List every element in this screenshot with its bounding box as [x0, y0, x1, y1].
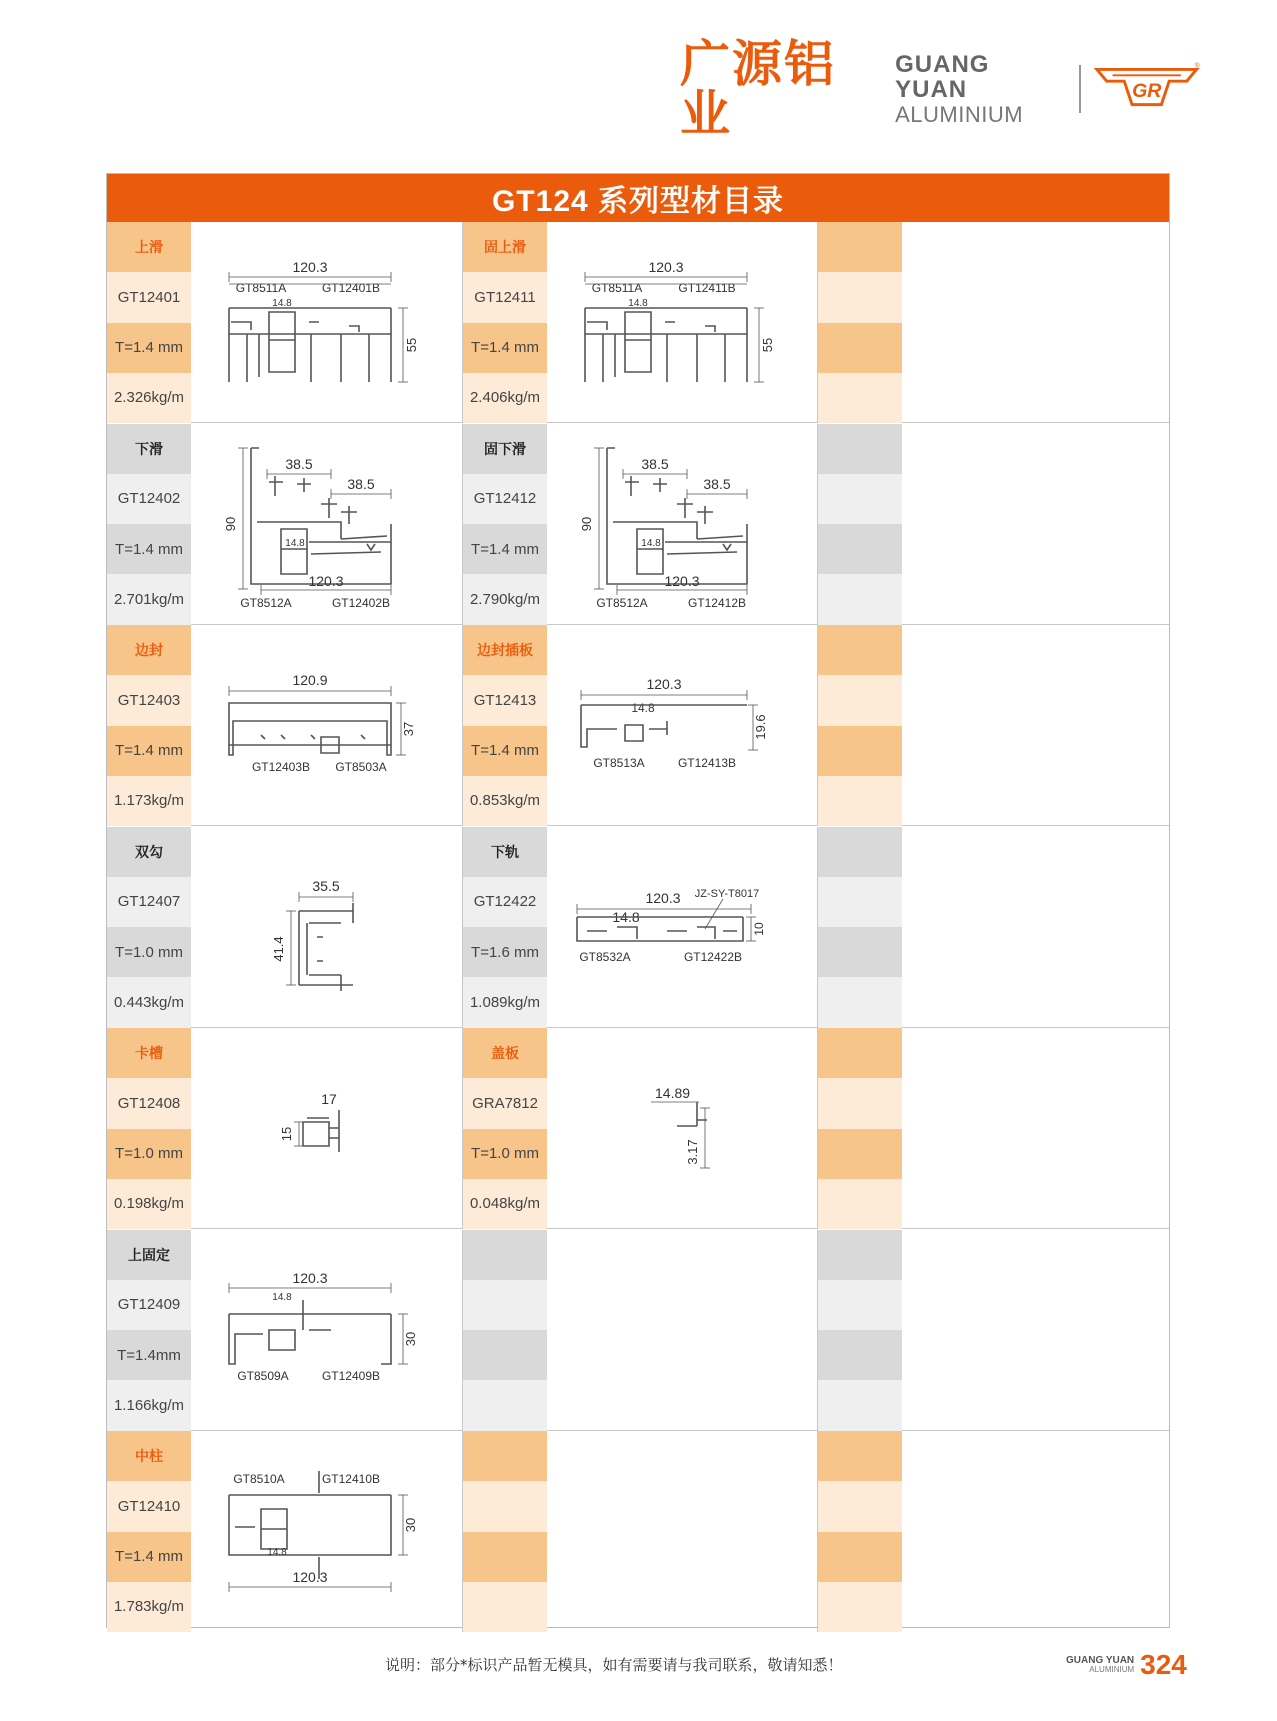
profile-shape	[309, 542, 391, 554]
product-label-column	[107, 625, 191, 826]
empty-cell	[462, 1230, 817, 1431]
product-code: GT12401	[107, 272, 191, 322]
profile-diagram	[191, 424, 461, 625]
dimension-label: 37	[401, 721, 416, 737]
profile-shape	[367, 544, 375, 550]
product-name: 卡槽	[107, 1028, 191, 1078]
profile-shape	[229, 308, 391, 382]
brand-divider	[1079, 65, 1081, 113]
profile-shape	[269, 476, 311, 496]
product-weight: 1.089kg/m	[463, 977, 547, 1027]
product-name: 边封	[107, 625, 191, 675]
product-weight: 0.198kg/m	[107, 1179, 191, 1229]
empty-cell	[817, 827, 1172, 1028]
product-name: 上滑	[107, 222, 191, 272]
product-label-column	[107, 1431, 191, 1632]
product-weight: 2.790kg/m	[463, 574, 547, 624]
dimension-label: 55	[404, 337, 419, 353]
profile-drawing	[191, 424, 461, 625]
profile-shape	[299, 975, 353, 991]
product-name	[818, 827, 902, 877]
footer-note: 说明：部分*标识产品暂无模具，如有需要请与我司联系，敬请知悉！	[385, 1656, 843, 1674]
page-number: 324	[1140, 1649, 1187, 1680]
profile-diagram	[547, 222, 817, 423]
product-label-column	[818, 424, 902, 625]
brand-logo-icon	[1093, 61, 1200, 117]
dimension-label: GT8511A	[591, 281, 643, 295]
profile-drawing	[191, 1230, 461, 1431]
profile-diagram	[547, 424, 817, 625]
catalog-table	[106, 173, 1170, 1628]
dimension-label: GT12403B	[251, 760, 311, 774]
footer-brand-line2: ALUMINIUM	[1089, 1665, 1135, 1675]
product-code: GT12408	[107, 1078, 191, 1128]
product-thickness: T=1.4mm	[107, 1330, 191, 1380]
profile-shape	[269, 312, 295, 372]
product-code: GT12412	[463, 474, 547, 524]
profile-shape	[581, 705, 747, 747]
dimension-label: 120.3	[645, 889, 681, 906]
product-cell	[462, 424, 817, 625]
catalog-row	[107, 1230, 1169, 1431]
product-cell	[462, 1028, 817, 1229]
product-label-column	[463, 1230, 547, 1431]
brand-header	[680, 35, 1200, 143]
product-code: GT12422	[463, 877, 547, 927]
product-label-column	[463, 424, 547, 625]
product-weight: 2.326kg/m	[107, 373, 191, 423]
profile-shape	[321, 498, 357, 524]
dimension-label: GT8513A	[593, 756, 645, 770]
profile-diagram	[191, 1431, 461, 1632]
footer-brand-line1: GUANG YUAN	[1066, 1654, 1135, 1666]
product-label-column	[463, 1028, 547, 1229]
profile-diagram	[902, 222, 1172, 423]
dimension-label: 90	[579, 516, 594, 531]
product-thickness	[818, 1129, 902, 1179]
product-thickness: T=1.0 mm	[107, 1129, 191, 1179]
product-thickness: T=1.4 mm	[107, 323, 191, 373]
product-name	[818, 1431, 902, 1481]
dimension-label: 30	[403, 1517, 418, 1533]
profile-shape	[613, 522, 743, 539]
profile-shape	[303, 1110, 339, 1152]
product-code	[818, 675, 902, 725]
product-label-column	[818, 625, 902, 826]
profile-drawing	[547, 222, 817, 423]
product-label-column	[463, 827, 547, 1028]
product-name: 盖板	[463, 1028, 547, 1078]
dimension-label: GT12409B	[321, 1368, 381, 1383]
empty-cell	[817, 1230, 1172, 1431]
profile-shape	[281, 529, 307, 574]
product-code	[818, 1481, 902, 1531]
profile-drawing	[191, 827, 461, 1028]
product-cell	[107, 1230, 462, 1431]
dimension-label: 120.3	[646, 676, 682, 692]
dimension-label: GT12411B	[678, 281, 736, 295]
empty-cell	[817, 222, 1172, 423]
dimension-label: 14.8	[631, 701, 655, 715]
product-code	[818, 474, 902, 524]
product-name: 固上滑	[463, 222, 547, 272]
catalog-row	[107, 424, 1169, 625]
profile-shape	[677, 498, 713, 524]
product-cell	[107, 625, 462, 826]
product-cell	[462, 625, 817, 826]
profile-shape	[625, 476, 667, 496]
dimension-label: 19.6	[753, 714, 768, 740]
profile-shape	[269, 1300, 331, 1350]
profile-diagram	[902, 424, 1172, 625]
dimension-line	[705, 899, 723, 929]
product-thickness	[818, 323, 902, 373]
catalog-row	[107, 1431, 1169, 1632]
product-name: 上固定	[107, 1230, 191, 1280]
product-label-column	[463, 1431, 547, 1632]
product-thickness	[818, 1532, 902, 1582]
profile-diagram	[902, 1028, 1172, 1229]
profile-shape	[625, 721, 667, 741]
profile-shape	[585, 308, 747, 382]
product-cell	[107, 1431, 462, 1632]
dimension-label: 35.5	[312, 877, 340, 894]
svg-text:®: ®	[1194, 62, 1200, 70]
dimension-label: GT8509A	[237, 1368, 289, 1383]
product-thickness: T=1.6 mm	[463, 927, 547, 977]
product-thickness: T=1.4 mm	[107, 1532, 191, 1582]
product-weight: 1.173kg/m	[107, 776, 191, 826]
profile-shape	[625, 312, 651, 372]
product-code: GT12402	[107, 474, 191, 524]
profile-diagram	[547, 1028, 817, 1229]
profile-shape	[247, 334, 369, 382]
profile-shape	[229, 1314, 391, 1364]
profile-shape	[637, 529, 663, 574]
profile-diagram	[547, 1431, 817, 1632]
product-thickness: T=1.4 mm	[463, 726, 547, 776]
dimension-label: 90	[223, 516, 238, 531]
product-label-column	[107, 424, 191, 625]
product-name: 下轨	[463, 827, 547, 877]
product-cell	[107, 424, 462, 625]
profile-shape	[665, 542, 747, 554]
product-name	[463, 1230, 547, 1280]
product-name: 中柱	[107, 1431, 191, 1481]
dimension-label: 14.8	[267, 1547, 287, 1558]
product-thickness: T=1.4 mm	[107, 726, 191, 776]
product-weight: 1.783kg/m	[107, 1582, 191, 1632]
dimension-label: GT8512A	[596, 595, 648, 610]
profile-drawing	[191, 625, 461, 826]
product-code: GT12410	[107, 1481, 191, 1531]
profile-drawing	[547, 827, 817, 1028]
product-code: GT12409	[107, 1280, 191, 1330]
dimension-label: 10	[752, 921, 766, 936]
product-label-column	[818, 1230, 902, 1431]
product-weight: 0.853kg/m	[463, 776, 547, 826]
product-thickness: T=1.0 mm	[463, 1129, 547, 1179]
product-name	[818, 625, 902, 675]
product-cell	[107, 827, 462, 1028]
profile-diagram	[191, 222, 461, 423]
product-label-column	[107, 1230, 191, 1431]
profile-diagram	[547, 625, 817, 826]
profile-diagram	[902, 1431, 1172, 1632]
profile-drawing	[191, 1431, 461, 1632]
product-name	[818, 1028, 902, 1078]
product-weight: 0.443kg/m	[107, 977, 191, 1027]
product-thickness: T=1.4 mm	[107, 524, 191, 574]
profile-shape	[307, 923, 323, 975]
profile-shape	[577, 917, 743, 941]
dimension-label: GT8512A	[240, 595, 292, 610]
profile-drawing	[547, 1028, 817, 1229]
product-weight: 2.406kg/m	[463, 373, 547, 423]
product-thickness	[818, 927, 902, 977]
product-label-column	[107, 222, 191, 423]
product-cell	[462, 827, 817, 1028]
profile-drawing	[191, 1028, 461, 1229]
product-weight	[818, 1179, 902, 1229]
dimension-label: 120.3	[308, 572, 344, 589]
product-weight: 2.701kg/m	[107, 574, 191, 624]
svg-text:GR: GR	[1131, 79, 1161, 102]
profile-shape	[229, 703, 391, 755]
product-thickness: T=1.0 mm	[107, 927, 191, 977]
product-code: GT12411	[463, 272, 547, 322]
product-weight	[463, 1582, 547, 1632]
dimension-label: GT8511A	[235, 281, 287, 295]
product-weight: 1.166kg/m	[107, 1380, 191, 1430]
dimension-label: GT12410B	[321, 1472, 381, 1486]
dimension-label: 14.8	[628, 298, 648, 309]
product-thickness	[818, 524, 902, 574]
profile-shape	[587, 927, 737, 939]
dimension-label: 14.89	[655, 1085, 691, 1101]
product-weight	[818, 574, 902, 624]
dimension-label: GT8510A	[233, 1472, 285, 1486]
dimension-label: GT12413B	[677, 756, 737, 770]
product-weight	[818, 977, 902, 1027]
catalog-row	[107, 1028, 1169, 1229]
product-thickness: T=1.4 mm	[463, 524, 547, 574]
brand-name-cn: 广源铝业	[680, 35, 836, 143]
product-code	[818, 877, 902, 927]
catalog-row	[107, 625, 1169, 826]
dimension-label: 120.9	[292, 672, 328, 688]
profile-diagram	[547, 1230, 817, 1431]
profile-diagram	[547, 827, 817, 1028]
product-label-column	[463, 222, 547, 423]
product-label-column	[818, 222, 902, 423]
product-weight: 0.048kg/m	[463, 1179, 547, 1229]
product-name	[463, 1431, 547, 1481]
empty-cell	[817, 625, 1172, 826]
empty-cell	[817, 424, 1172, 625]
product-label-column	[818, 827, 902, 1028]
dimension-label: GT12412B	[687, 595, 747, 610]
dimension-label: JZ-SY-T8017	[694, 887, 760, 900]
profile-diagram	[902, 827, 1172, 1028]
product-code: GT12403	[107, 675, 191, 725]
dimension-label: 30	[403, 1331, 418, 1346]
product-thickness	[463, 1532, 547, 1582]
brand-en-line2: ALUMINIUM	[895, 101, 1024, 127]
dimension-label: 38.5	[347, 475, 375, 492]
dimension-label: GT8503A	[335, 760, 387, 774]
product-cell	[107, 1028, 462, 1229]
product-code: GRA7812	[463, 1078, 547, 1128]
dimension-label: 120.3	[664, 572, 700, 589]
profile-shape	[261, 735, 365, 739]
catalog-row	[107, 222, 1169, 423]
dimension-label: 120.3	[292, 1569, 328, 1585]
product-weight	[818, 1582, 902, 1632]
product-thickness: T=1.4 mm	[463, 323, 547, 373]
dimension-label: 120.3	[648, 259, 684, 275]
product-label-column	[818, 1028, 902, 1229]
product-code	[818, 272, 902, 322]
product-code	[463, 1280, 547, 1330]
profile-diagram	[191, 625, 461, 826]
dimension-label: 15	[279, 1126, 294, 1142]
product-thickness	[818, 1330, 902, 1380]
product-thickness	[818, 726, 902, 776]
product-weight	[818, 373, 902, 423]
product-cell	[462, 222, 817, 423]
product-name: 边封插板	[463, 625, 547, 675]
empty-cell	[817, 1028, 1172, 1229]
product-weight	[463, 1380, 547, 1430]
dimension-label: 14.8	[285, 537, 305, 549]
profile-shape	[677, 1102, 707, 1126]
product-code: GT12413	[463, 675, 547, 725]
profile-shape	[607, 448, 747, 584]
dimension-label: 3.17	[685, 1139, 700, 1165]
profile-drawing	[547, 424, 817, 625]
profile-drawing	[191, 222, 461, 423]
dimension-label: 17	[321, 1091, 337, 1107]
profile-shape	[603, 334, 725, 382]
catalog-row	[107, 827, 1169, 1028]
product-code	[818, 1078, 902, 1128]
dimension-label: 41.4	[271, 935, 286, 962]
product-name	[818, 222, 902, 272]
product-code	[818, 1280, 902, 1330]
dimension-label: 38.5	[703, 475, 731, 492]
product-cell	[107, 222, 462, 423]
product-name: 双勾	[107, 827, 191, 877]
profile-diagram	[902, 625, 1172, 826]
dimension-label: 14.8	[641, 537, 661, 549]
product-label-column	[107, 827, 191, 1028]
product-name: 固下滑	[463, 424, 547, 474]
product-name	[818, 424, 902, 474]
profile-diagram	[191, 827, 461, 1028]
profile-diagram	[191, 1230, 461, 1431]
dimension-label: 14.8	[272, 1291, 292, 1303]
profile-shape	[257, 522, 387, 539]
product-name: 下滑	[107, 424, 191, 474]
dimension-label: 120.3	[292, 259, 328, 275]
product-thickness	[463, 1330, 547, 1380]
profile-drawing	[547, 625, 817, 826]
brand-name-en	[895, 52, 1065, 125]
product-weight	[818, 776, 902, 826]
dimension-label: 14.8	[272, 298, 292, 309]
brand-en-line1: GUANG YUAN	[895, 51, 990, 104]
dimension-label: 120.3	[292, 1269, 328, 1286]
catalog-title: GT124 系列型材目录	[107, 174, 1169, 222]
profile-diagram	[191, 1028, 461, 1229]
profile-shape	[251, 448, 391, 584]
product-code	[463, 1481, 547, 1531]
empty-cell	[462, 1431, 817, 1632]
product-code: GT12407	[107, 877, 191, 927]
dimension-label: GT12402B	[331, 595, 391, 610]
dimension-label: GT12422B	[683, 949, 743, 964]
dimension-label: GT12401B	[321, 281, 381, 295]
product-weight	[818, 1380, 902, 1430]
dimension-label: 14.8	[612, 908, 640, 925]
profile-diagram	[902, 1230, 1172, 1431]
dimension-label: 55	[760, 337, 775, 353]
product-label-column	[463, 625, 547, 826]
product-name	[818, 1230, 902, 1280]
dimension-label: 38.5	[641, 455, 669, 472]
dimension-label: GT8532A	[579, 949, 631, 964]
dimension-label: 38.5	[285, 455, 313, 472]
footer-brand	[1066, 1649, 1187, 1681]
empty-cell	[817, 1431, 1172, 1632]
profile-shape	[723, 544, 731, 550]
product-label-column	[107, 1028, 191, 1229]
product-label-column	[818, 1431, 902, 1632]
